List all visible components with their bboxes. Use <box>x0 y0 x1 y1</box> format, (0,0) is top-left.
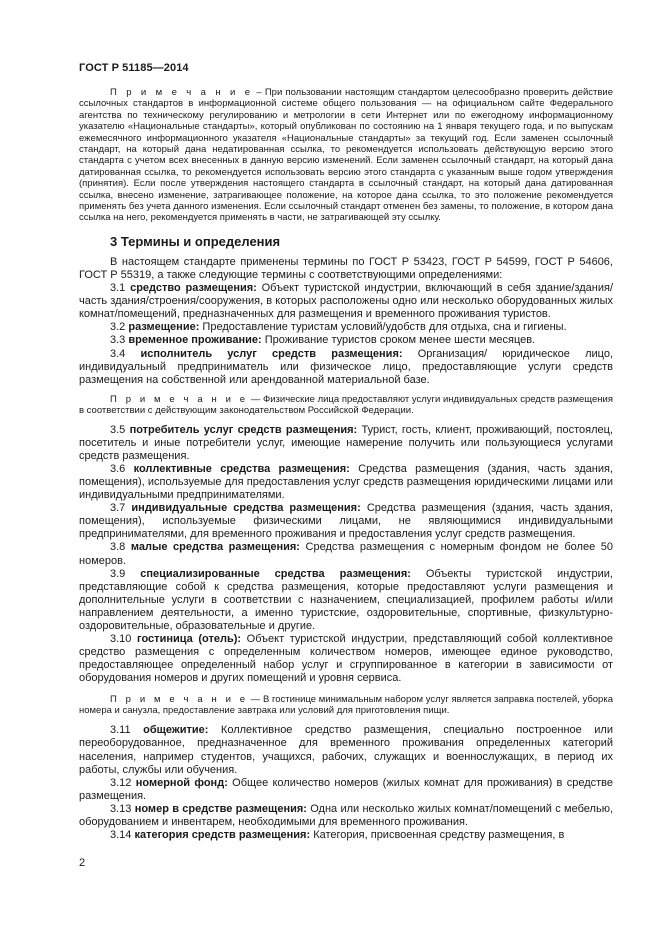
term-definition: Средства размещения (здания, часть здания, помещения), используемые физическими лицами, не являющимися индивидуальными предпринимателями, для временного проживания и предоставления услуг средств размещения. <box>79 502 613 541</box>
term-name: специализированные средства размещения: <box>140 567 411 580</box>
term-3-10 <box>79 633 613 685</box>
term-name: потребитель услуг средств размещения: <box>129 423 358 436</box>
term-3-13 <box>79 803 613 829</box>
term-definition: Коллективное средство размещения, специально построенное или переоборудованное, предназначенное для временного проживания определенных категорий населения, например студентов, учащихся, рабочих, служащих и военнослужащих, в период их работы, службы или обучения. <box>79 724 613 776</box>
term-name: номер в средстве размещения: <box>134 802 307 815</box>
term-definition: Объекты туристской индустрии, представляющие собой к средства размещения, которые предоставляют услуги размещения и дополнительные услуги в соответствии с назначением, специализацией, профилем работы и/или направлением деятельности, а именно туристские, оздоровительные, спортивные, физкультурно-оздоровительные, образовательные и другие. <box>79 567 613 633</box>
term-3-14 <box>79 829 613 842</box>
term-definition: Предоставление туристам условий/удобств для отдыха, сна и гигиены. <box>199 321 567 334</box>
term-3-12 <box>79 777 613 803</box>
term-definition: Объект туристской индустрии, включающий в себя здание/здания/часть здания/строения/сооружения, в которых расположены одно или несколько оборудованных жилых комнат/помещений, предназначенных для размещения и временного проживания туристов. <box>79 282 613 321</box>
term-definition: Средства размещения с номерным фондом не более 50 номеров. <box>79 541 614 567</box>
term-definition: Одна или несколько жилых комнат/помещений с мебелью, оборудованием и инвентарем, необходимыми для временного проживания. <box>79 802 614 828</box>
section-title: 3 Термины и определения <box>110 233 281 249</box>
term-number: 3.12 <box>110 776 136 789</box>
note-label: П р и м е ч а н и е <box>110 87 254 98</box>
term-number: 3.2 <box>110 321 129 334</box>
standard-header: ГОСТ Р 51185—2014 <box>79 62 189 74</box>
note-hotel <box>79 694 613 717</box>
term-number: 3.1 <box>110 282 131 295</box>
term-3-7 <box>79 502 613 541</box>
term-name: общежитие: <box>143 724 209 737</box>
page-content <box>79 83 613 842</box>
term-name: временное проживание: <box>128 334 262 347</box>
note-text: — В гостинице минимальным набором услуг является заправка постелей, уборка номера и санузла, предоставление завтрака или условий для приготовления пищи. <box>79 693 613 716</box>
term-3-4 <box>79 348 613 387</box>
term-3-6 <box>79 463 613 502</box>
term-3-3 <box>79 334 613 347</box>
term-3-9 <box>79 568 613 633</box>
note-text: – При пользовании настоящим стандартом целесообразно проверить действие ссылочных стандартов в информационной системе общего пользования — на официальном сайте Федерального агентства по техническому регулированию и метрологии в сети Интернет или по ежегодному информационному указателю «Национальные стандарты», который опубликован по состоянию на 1 января текущего года, и по выпускам ежемесячного информационного указателя «Национальные стандарты» за текущий год. Если заменен ссылочный стандарт, на который дана недатированная ссылка, то рекомендуется использовать действующую версию этого стандарта с учетом всех внесенных в данную версию изменений. Если заменен ссылочный стандарт, на который дана датированная ссылка, то рекомендуется использовать версию этого стандарта с указанным выше годом утверждения (принятия). Если после утверждения настоящего стандарта в ссылочный стандарт, на который дана датированная ссылка, внесено изменение, затрагивающее положение, на которое дана ссылка, то это положение рекомендуется применять без учета данного изменения. Если ссылочный стандарт отменен без замены, то положение, в котором дана ссылка на него, рекомендуется применять в части, не затрагивающей эту ссылку. <box>79 87 613 224</box>
term-definition: Средства размещения (здания, часть здания, помещения), используемые для предоставления услуг средств размещения юридическими лицами или индивидуальными предпринимателями. <box>79 462 613 502</box>
term-3-1 <box>79 282 613 321</box>
term-name: средство размещения: <box>130 282 257 295</box>
term-number: 3.10 <box>110 633 138 646</box>
term-number: 3.14 <box>110 829 135 842</box>
note-text: — Физические лица предоставляют услуги индивидуальных средств размещения в соответствии с действующим законодательством Российской Федерации. <box>79 393 613 417</box>
term-number: 3.9 <box>110 567 141 580</box>
term-3-11 <box>79 724 613 776</box>
term-definition: Организация/ юридическое лицо, индивидуальный предприниматель или физическое лицо, предоставляющие услуги средств размещения на собственной или арендованной материальной базе. <box>79 347 613 386</box>
term-number: 3.4 <box>110 347 141 360</box>
term-3-8 <box>79 541 613 567</box>
term-number: 3.8 <box>110 541 131 554</box>
term-number: 3.13 <box>110 802 135 815</box>
term-number: 3.7 <box>110 502 132 515</box>
term-name: исполнитель услуг средств размещения: <box>140 347 403 360</box>
note-label: П р и м е ч а н и е <box>110 693 249 705</box>
term-name: малые средства размещения: <box>130 541 300 554</box>
term-number: 3.3 <box>110 334 129 347</box>
term-number: 3.11 <box>110 724 144 737</box>
term-name: гостиница (отель): <box>137 633 242 646</box>
term-name: категория средств размещения: <box>134 829 311 842</box>
note-label: П р и м е ч а н и е <box>110 393 249 405</box>
note-individual <box>79 394 613 417</box>
term-name: размещение: <box>128 321 200 334</box>
term-number: 3.6 <box>110 462 134 475</box>
term-definition: Объект туристской индустрии, представляющий собой коллективное средство размещения с определенным количеством номеров, имеющее единое руководство, предоставляющее определенный набор услуг и сгруппированное в категории в зависимости от оборудования номеров и других помещений и уровня сервиса. <box>79 633 613 685</box>
term-name: номерной фонд: <box>135 776 228 789</box>
term-definition: Общее количество номеров (жилых комнат для проживания) в средстве размещения. <box>79 776 613 802</box>
term-name: коллективные средства размещения: <box>133 462 350 475</box>
term-3-5 <box>79 424 613 463</box>
term-definition: Турист, гость, клиент, проживающий, постоялец, посетитель и иные потребители услуг, имеющие намерение получить или пользующиеся услугами средств размещения. <box>79 423 613 462</box>
intro-paragraph: В настоящем стандарте применены термины по ГОСТ Р 53423, ГОСТ Р 54599, ГОСТ Р 54606, ГОСТ Р 55319, а также следующие термины с соответствующими определениями: <box>79 255 613 281</box>
term-name: индивидуальные средства размещения: <box>131 502 361 515</box>
note-references <box>79 87 613 224</box>
page-number: 2 <box>79 857 86 869</box>
term-definition: Категория, присвоенная средству размещения, в <box>310 829 565 842</box>
term-3-2 <box>79 321 613 334</box>
term-definition: Проживание туристов сроком менее шести месяцев. <box>261 334 536 347</box>
term-number: 3.5 <box>110 423 130 436</box>
